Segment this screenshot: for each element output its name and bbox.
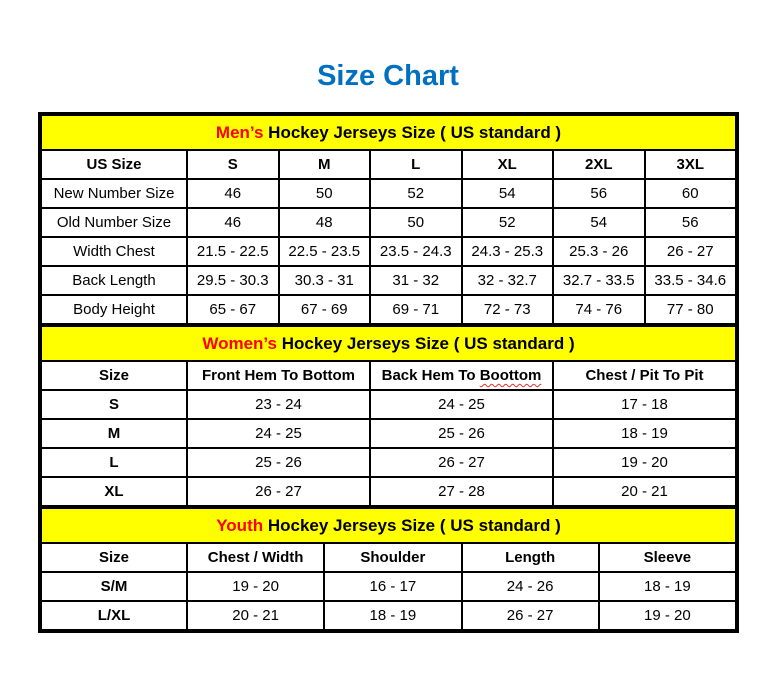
womens-column-header: Front Hem To Bottom bbox=[187, 361, 370, 390]
mens-title-highlight: Men’s bbox=[215, 122, 264, 142]
size-value-cell: 18 - 19 bbox=[324, 601, 461, 630]
size-value-cell: 30.3 - 31 bbox=[279, 266, 371, 295]
womens-section-title bbox=[41, 326, 736, 361]
size-value-cell: 56 bbox=[645, 208, 737, 237]
womens-title-rest: Hockey Jerseys Size ( US standard ) bbox=[276, 333, 575, 353]
mens-size-table bbox=[40, 114, 737, 325]
womens-column-header: Size bbox=[41, 361, 187, 390]
size-value-cell: 72 - 73 bbox=[462, 295, 554, 324]
row-label: XL bbox=[41, 477, 187, 506]
size-value-cell: 17 - 18 bbox=[553, 390, 736, 419]
size-value-cell: 24 - 25 bbox=[187, 419, 370, 448]
size-value-cell: 22.5 - 23.5 bbox=[279, 237, 371, 266]
youth-band-row bbox=[41, 508, 736, 543]
size-value-cell: 25 - 26 bbox=[370, 419, 553, 448]
size-value-cell: 19 - 20 bbox=[187, 572, 324, 601]
youth-column-header: Length bbox=[462, 543, 599, 572]
youth-column-header: Shoulder bbox=[324, 543, 461, 572]
size-value-cell: 56 bbox=[553, 179, 645, 208]
size-value-cell: 33.5 - 34.6 bbox=[645, 266, 737, 295]
size-value-cell: 69 - 71 bbox=[370, 295, 462, 324]
mens-column-header: US Size bbox=[41, 150, 187, 179]
size-value-cell: 46 bbox=[187, 179, 279, 208]
row-label: Back Length bbox=[41, 266, 187, 295]
youth-title-rest: Hockey Jerseys Size ( US standard ) bbox=[263, 515, 561, 535]
size-value-cell: 20 - 21 bbox=[187, 601, 324, 630]
mens-column-header: M bbox=[279, 150, 371, 179]
page-title: Size Chart bbox=[317, 60, 459, 92]
row-label: Old Number Size bbox=[41, 208, 187, 237]
size-chart-tables bbox=[38, 112, 739, 633]
size-value-cell: 24 - 25 bbox=[370, 390, 553, 419]
size-value-cell: 65 - 67 bbox=[187, 295, 279, 324]
table-row bbox=[41, 419, 736, 448]
table-row bbox=[41, 237, 736, 266]
youth-section-title bbox=[41, 508, 736, 543]
size-value-cell: 26 - 27 bbox=[462, 601, 599, 630]
size-value-cell: 50 bbox=[370, 208, 462, 237]
size-value-cell: 25 - 26 bbox=[187, 448, 370, 477]
size-chart-page bbox=[0, 60, 776, 633]
row-label: New Number Size bbox=[41, 179, 187, 208]
mens-section-title bbox=[41, 115, 736, 150]
youth-size-table bbox=[40, 507, 737, 631]
size-value-cell: 24.3 - 25.3 bbox=[462, 237, 554, 266]
size-value-cell: 52 bbox=[370, 179, 462, 208]
size-value-cell: 31 - 32 bbox=[370, 266, 462, 295]
size-value-cell: 26 - 27 bbox=[645, 237, 737, 266]
row-label: L/XL bbox=[41, 601, 187, 630]
table-row bbox=[41, 179, 736, 208]
womens-column-header bbox=[370, 361, 553, 390]
size-value-cell: 29.5 - 30.3 bbox=[187, 266, 279, 295]
mens-title-rest: Hockey Jerseys Size ( US standard ) bbox=[263, 122, 562, 142]
table-row bbox=[41, 266, 736, 295]
mens-column-header: L bbox=[370, 150, 462, 179]
size-value-cell: 16 - 17 bbox=[324, 572, 461, 601]
size-value-cell: 18 - 19 bbox=[553, 419, 736, 448]
mens-column-header: 2XL bbox=[553, 150, 645, 179]
row-label: S/M bbox=[41, 572, 187, 601]
table-row bbox=[41, 448, 736, 477]
size-value-cell: 23.5 - 24.3 bbox=[370, 237, 462, 266]
mens-band-row bbox=[41, 115, 736, 150]
womens-size-table bbox=[40, 325, 737, 507]
row-label: M bbox=[41, 419, 187, 448]
youth-column-header-row bbox=[41, 543, 736, 572]
size-value-cell: 21.5 - 22.5 bbox=[187, 237, 279, 266]
size-value-cell: 25.3 - 26 bbox=[553, 237, 645, 266]
size-value-cell: 60 bbox=[645, 179, 737, 208]
size-value-cell: 20 - 21 bbox=[553, 477, 736, 506]
mens-column-header: S bbox=[187, 150, 279, 179]
womens-title-highlight: Women’s bbox=[202, 333, 277, 353]
size-value-cell: 26 - 27 bbox=[370, 448, 553, 477]
youth-title-highlight: Youth bbox=[216, 515, 264, 535]
column-header-text: Back Hem To bbox=[381, 367, 480, 384]
size-value-cell: 54 bbox=[553, 208, 645, 237]
table-row bbox=[41, 477, 736, 506]
size-value-cell: 27 - 28 bbox=[370, 477, 553, 506]
mens-column-header-row bbox=[41, 150, 736, 179]
size-value-cell: 77 - 80 bbox=[645, 295, 737, 324]
size-value-cell: 32 - 32.7 bbox=[462, 266, 554, 295]
size-value-cell: 67 - 69 bbox=[279, 295, 371, 324]
size-value-cell: 48 bbox=[279, 208, 371, 237]
size-value-cell: 23 - 24 bbox=[187, 390, 370, 419]
table-row bbox=[41, 295, 736, 324]
table-row bbox=[41, 390, 736, 419]
row-label: Width Chest bbox=[41, 237, 187, 266]
size-value-cell: 32.7 - 33.5 bbox=[553, 266, 645, 295]
table-row bbox=[41, 208, 736, 237]
size-value-cell: 24 - 26 bbox=[462, 572, 599, 601]
size-value-cell: 74 - 76 bbox=[553, 295, 645, 324]
row-label: L bbox=[41, 448, 187, 477]
column-header-misspelled-text: Boottom bbox=[479, 367, 542, 384]
youth-column-header: Chest / Width bbox=[187, 543, 324, 572]
size-value-cell: 19 - 20 bbox=[599, 601, 736, 630]
mens-column-header: 3XL bbox=[645, 150, 737, 179]
youth-column-header: Sleeve bbox=[599, 543, 736, 572]
womens-column-header-row bbox=[41, 361, 736, 390]
size-value-cell: 54 bbox=[462, 179, 554, 208]
womens-band-row bbox=[41, 326, 736, 361]
table-row bbox=[41, 601, 736, 630]
size-value-cell: 19 - 20 bbox=[553, 448, 736, 477]
womens-column-header: Chest / Pit To Pit bbox=[553, 361, 736, 390]
row-label: Body Height bbox=[41, 295, 187, 324]
mens-column-header: XL bbox=[462, 150, 554, 179]
size-value-cell: 46 bbox=[187, 208, 279, 237]
table-row bbox=[41, 572, 736, 601]
size-value-cell: 50 bbox=[279, 179, 371, 208]
row-label: S bbox=[41, 390, 187, 419]
size-value-cell: 18 - 19 bbox=[599, 572, 736, 601]
size-value-cell: 26 - 27 bbox=[187, 477, 370, 506]
youth-column-header: Size bbox=[41, 543, 187, 572]
size-value-cell: 52 bbox=[462, 208, 554, 237]
